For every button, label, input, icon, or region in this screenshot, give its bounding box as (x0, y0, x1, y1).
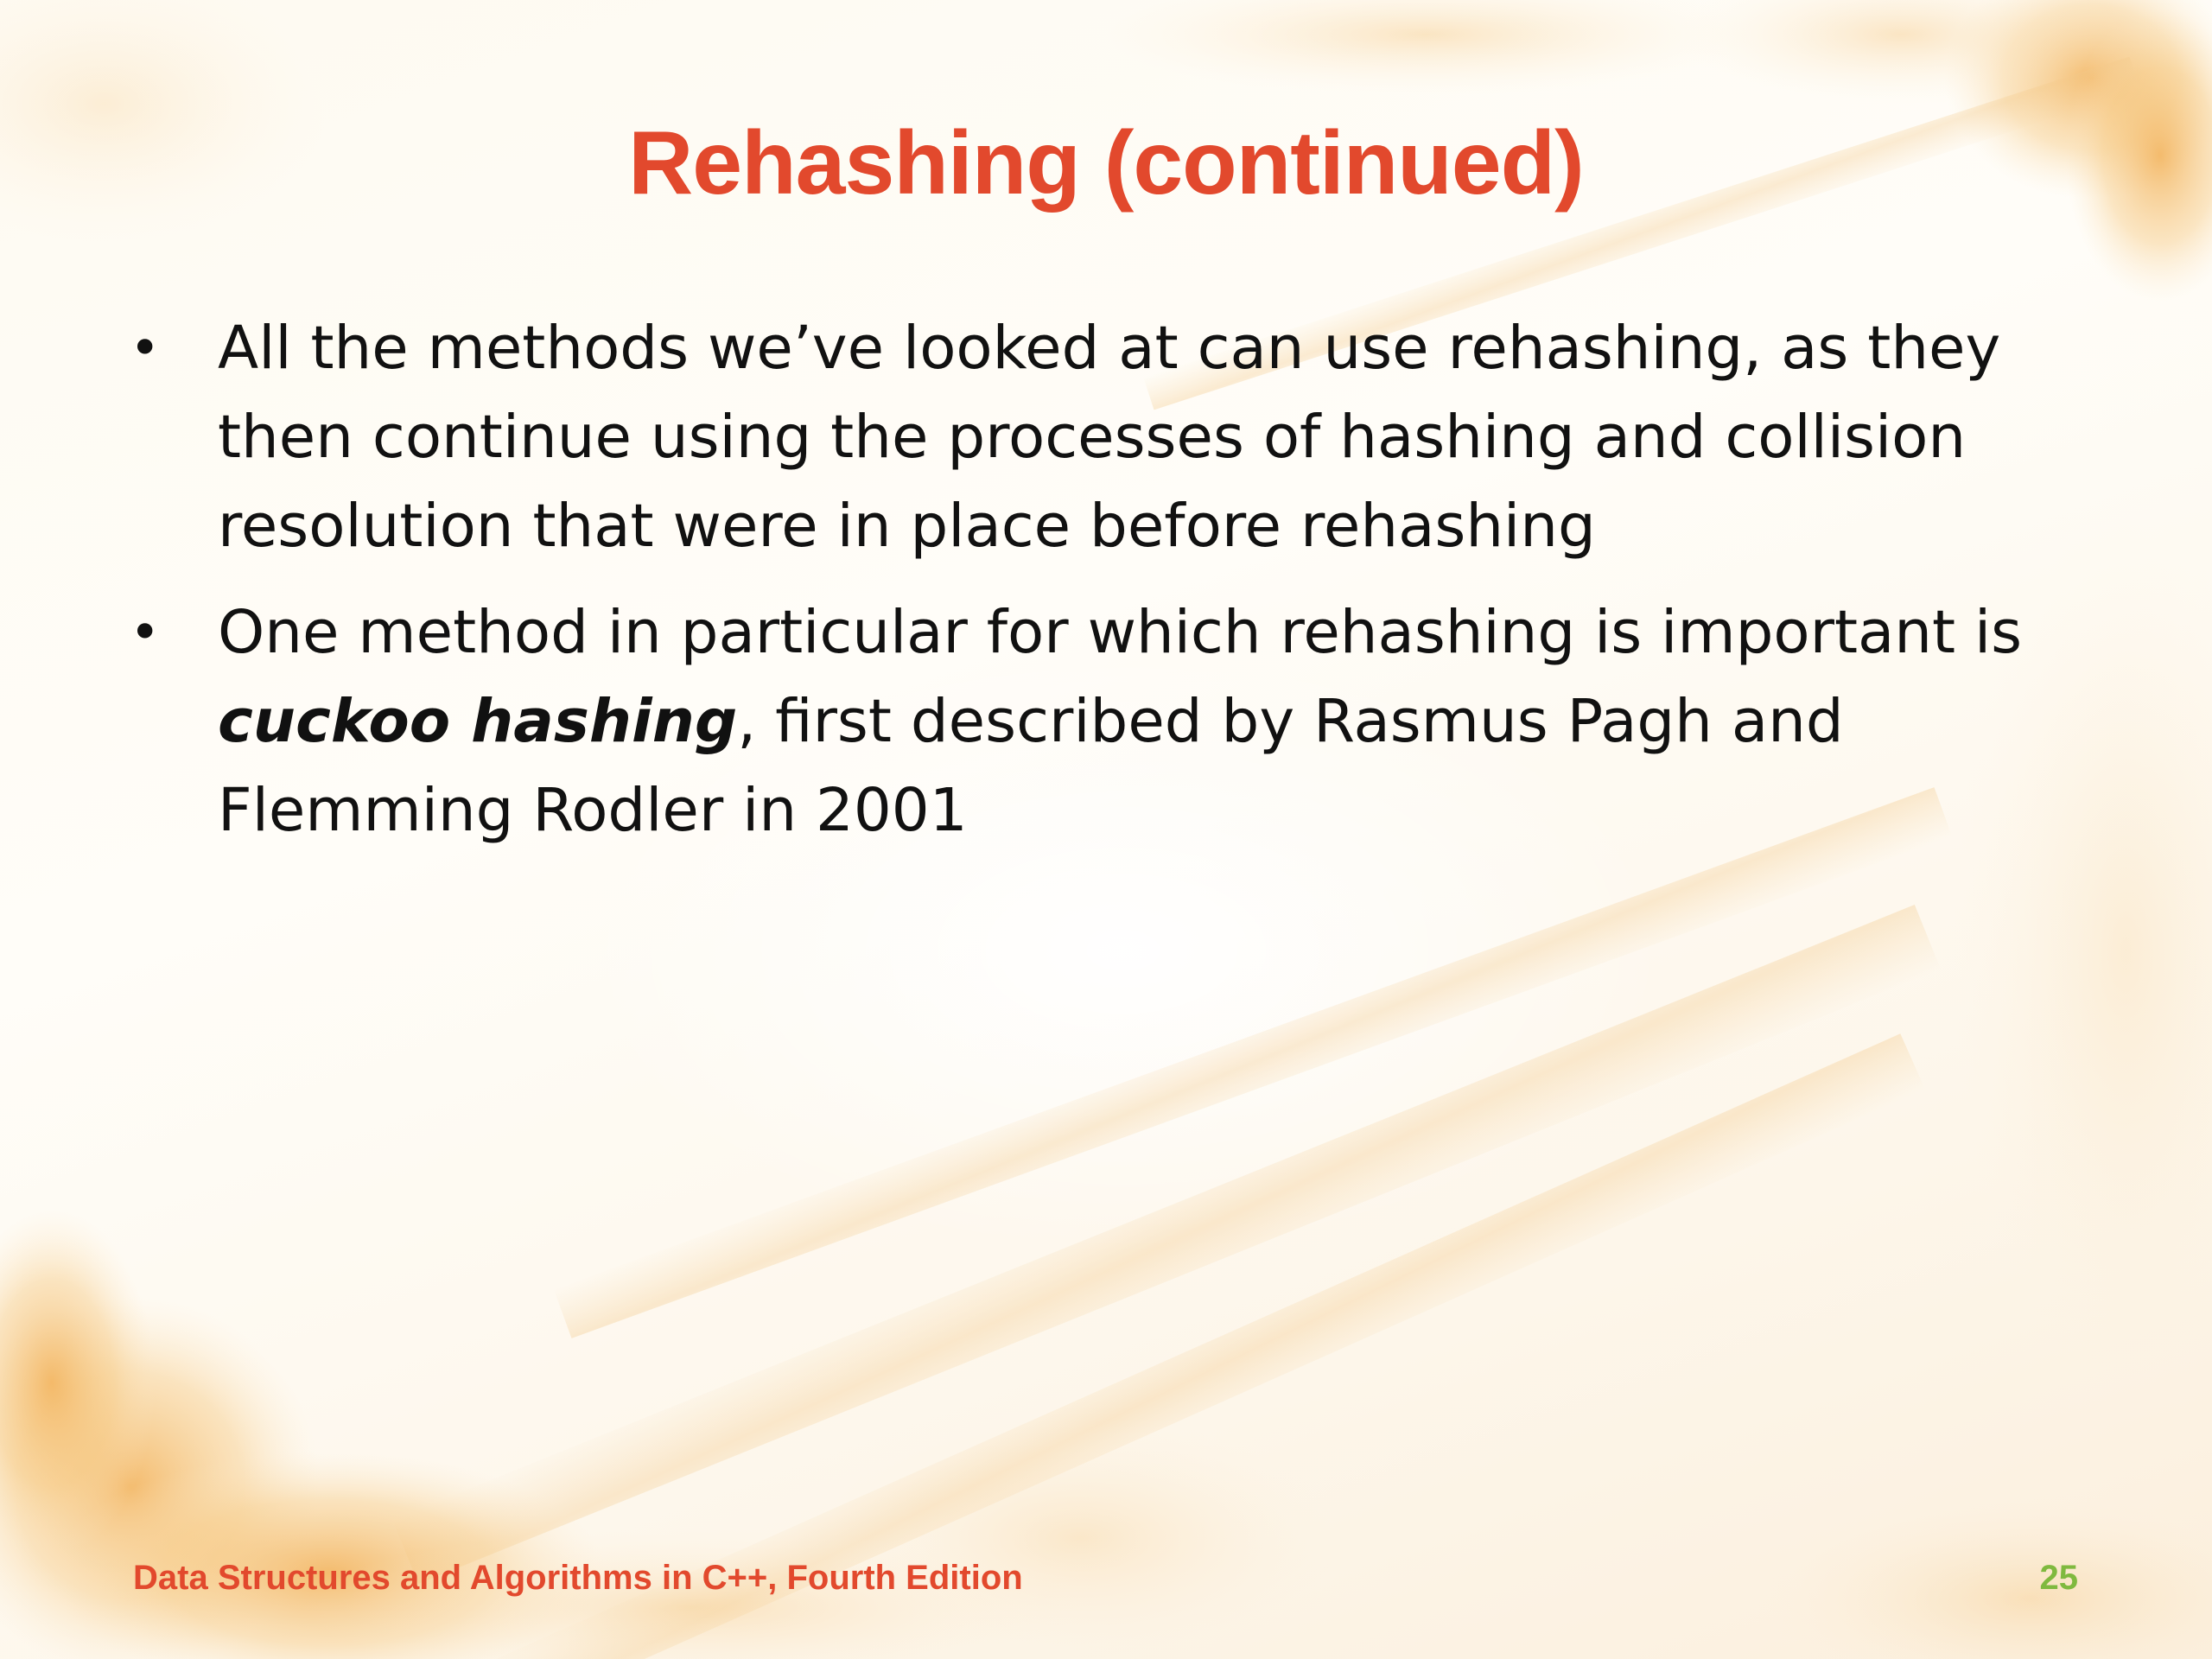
bullet-item (121, 304, 2091, 571)
paint-splash (821, 1417, 1339, 1659)
bullet-text-after: , first described by Rasmus Pagh and Flemming Rodler in 2001 (218, 687, 1844, 845)
bullet-text-before: One method in particular for which rehashing is important is (218, 598, 2023, 667)
paint-splash (1097, 0, 1754, 95)
bullet-icon: • (130, 318, 161, 378)
footer-book-title: Data Structures and Algorithms in C++, Fourth Edition (133, 1559, 1023, 1597)
bullet-text: All the methods we’ve looked at can use rehashing, as they then continue using the processes of hashing and collision resolution that were in place before rehashing (218, 314, 2001, 561)
slide-title: Rehashing (continued) (628, 113, 1584, 213)
bullet-item (121, 588, 2091, 855)
emphasized-term: cuckoo hashing (218, 687, 738, 756)
paint-splash (1754, 1495, 2212, 1659)
page-number: 25 (2039, 1559, 2078, 1597)
bullet-list (121, 304, 2091, 873)
bullet-icon: • (130, 602, 161, 663)
